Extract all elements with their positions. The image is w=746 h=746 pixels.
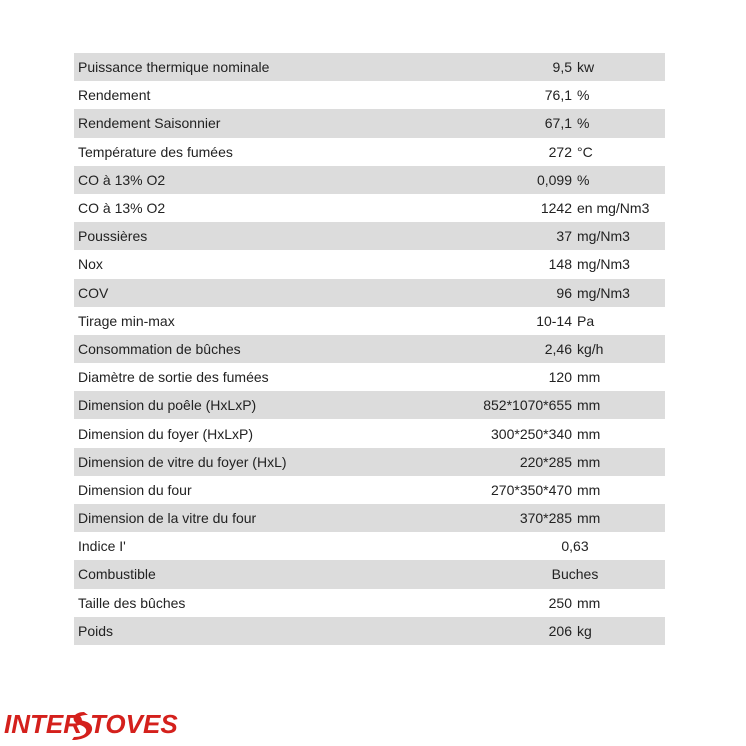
spec-row (74, 504, 665, 532)
spec-unit: mm (577, 425, 601, 442)
spec-value: 37 (556, 228, 572, 245)
spec-label: COV (78, 284, 109, 301)
spec-row (74, 419, 665, 447)
spec-value: 2,46 (544, 340, 572, 357)
spec-row (74, 138, 665, 166)
spec-row (74, 81, 665, 109)
spec-value: 120 (548, 369, 572, 386)
spec-unit: mm (577, 594, 601, 611)
spec-label: Poids (78, 622, 114, 639)
spec-unit: °C (577, 143, 593, 160)
spec-unit: kw (577, 59, 595, 76)
spec-row (74, 391, 665, 419)
spec-label: Diamètre de sortie des fumées (78, 369, 269, 386)
spec-table (74, 53, 665, 645)
spec-row (74, 335, 665, 363)
spec-value: 300*250*340 (491, 425, 572, 442)
spec-label: Dimension du foyer (HxLxP) (78, 425, 254, 442)
spec-unit: % (577, 171, 590, 188)
logo-graphic (2, 704, 178, 744)
spec-unit: mm (577, 481, 601, 498)
spec-label: Consommation de bûches (78, 340, 241, 357)
spec-label: Indice I' (78, 538, 126, 555)
spec-label: Dimension de la vitre du four (78, 510, 257, 527)
spec-value: 67,1 (544, 115, 572, 132)
spec-value: 206 (548, 622, 572, 639)
spec-row (74, 560, 665, 588)
spec-label: Rendement Saisonnier (78, 115, 221, 132)
spec-label: Combustible (78, 566, 156, 583)
spec-row (74, 363, 665, 391)
spec-label: Poussières (78, 228, 148, 245)
spec-value: 76,1 (544, 87, 572, 104)
spec-label: Dimension de vitre du foyer (HxL) (78, 453, 287, 470)
interstoves-logo (2, 704, 178, 744)
spec-row (74, 476, 665, 504)
spec-unit: kg/h (577, 340, 604, 357)
spec-row (74, 532, 665, 560)
spec-label: Taille des bûches (78, 594, 186, 611)
spec-row (74, 250, 665, 278)
spec-unit: % (577, 87, 590, 104)
spec-row (74, 222, 665, 250)
spec-row (74, 448, 665, 476)
spec-unit: mg/Nm3 (577, 256, 630, 273)
spec-row (74, 307, 665, 335)
spec-label: Tirage min-max (78, 312, 175, 329)
logo-text-left: INTER (4, 709, 82, 739)
spec-unit: mm (577, 453, 601, 470)
spec-unit: mm (577, 397, 601, 414)
spec-row (74, 279, 665, 307)
spec-label: CO à 13% O2 (78, 200, 166, 217)
spec-row (74, 166, 665, 194)
spec-unit: mg/Nm3 (577, 284, 630, 301)
spec-label: Température des fumées (78, 143, 233, 160)
spec-value: 852*1070*655 (483, 397, 572, 414)
spec-value: 370*285 (519, 510, 572, 527)
spec-unit: mm (577, 369, 601, 386)
spec-label: Dimension du four (78, 481, 192, 498)
spec-value: 1242 (540, 200, 572, 217)
spec-row (74, 53, 665, 81)
spec-value: 272 (548, 143, 572, 160)
spec-value: 10-14 (536, 312, 572, 329)
spec-unit: Pa (577, 312, 595, 329)
spec-row (74, 589, 665, 617)
spec-row (74, 617, 665, 645)
spec-unit: en mg/Nm3 (577, 200, 650, 217)
spec-label: CO à 13% O2 (78, 171, 166, 188)
spec-row (74, 109, 665, 137)
spec-label: Dimension du poêle (HxLxP) (78, 397, 257, 414)
logo-text-right: TOVES (90, 709, 178, 739)
spec-value: 148 (548, 256, 572, 273)
spec-unit: mm (577, 510, 601, 527)
spec-value: 9,5 (552, 59, 572, 76)
spec-row (74, 194, 665, 222)
spec-value: 96 (556, 284, 572, 301)
spec-unit: kg (577, 622, 592, 639)
spec-value: 270*350*470 (491, 481, 572, 498)
spec-label: Puissance thermique nominale (78, 59, 270, 76)
spec-value: Buches (551, 566, 599, 583)
spec-value: 0,63 (561, 538, 589, 555)
spec-unit: % (577, 115, 590, 132)
spec-value: 0,099 (536, 171, 572, 188)
spec-label: Rendement (78, 87, 151, 104)
spec-label: Nox (78, 256, 103, 273)
spec-unit: mg/Nm3 (577, 228, 630, 245)
spec-value: 220*285 (519, 453, 572, 470)
spec-value: 250 (548, 594, 572, 611)
